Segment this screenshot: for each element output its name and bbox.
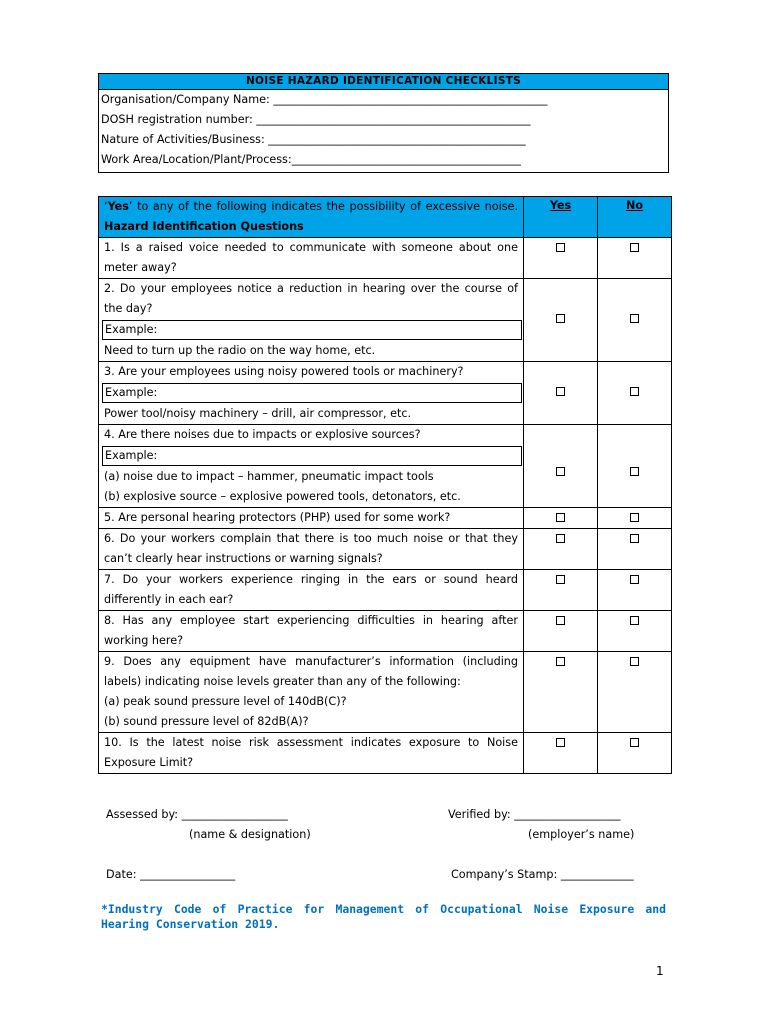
table-row	[99, 570, 672, 611]
assessed-by-caption: (name & designation)	[189, 828, 311, 841]
intro-bold-heading: Hazard Identification Questions	[104, 220, 304, 233]
q3-yes-checkbox[interactable]	[556, 387, 565, 396]
q4-no-checkbox[interactable]	[630, 467, 639, 476]
question-7: 7. Do your workers experience ringing in the ears or sound heard differently in each ear?	[99, 570, 524, 611]
checklist-title: NOISE HAZARD IDENTIFICATION CHECKLISTS	[99, 74, 668, 90]
date-field[interactable]: Date: _________________	[106, 868, 236, 881]
table-row	[99, 733, 672, 774]
hazard-questions-table	[98, 196, 672, 774]
q5-yes-checkbox[interactable]	[556, 513, 565, 522]
question-4-example-b: (b) explosive source – explosive powered tools, detonators, etc.	[104, 490, 461, 503]
table-row	[99, 611, 672, 652]
table-row	[99, 425, 672, 508]
verified-by-field[interactable]: Verified by: ___________________	[448, 808, 621, 821]
question-10: 10. Is the latest noise risk assessment indicates exposure to Noise Exposure Limit?	[99, 733, 524, 774]
question-1: 1. Is a raised voice needed to communicate with someone about one meter away?	[99, 238, 524, 279]
q4-yes-checkbox[interactable]	[556, 467, 565, 476]
q3-no-checkbox[interactable]	[630, 387, 639, 396]
q8-yes-checkbox[interactable]	[556, 616, 565, 625]
table-row	[99, 508, 672, 529]
q10-no-checkbox[interactable]	[630, 738, 639, 747]
dosh-registration-field[interactable]: DOSH registration number: _________________________________________________	[101, 113, 531, 126]
page-number: 1	[656, 964, 664, 978]
company-stamp-field[interactable]: Company’s Stamp: _____________	[451, 868, 634, 881]
q1-no-checkbox[interactable]	[630, 243, 639, 252]
q2-no-checkbox[interactable]	[630, 314, 639, 323]
question-2: 2. Do your employees notice a reduction in hearing over the course of the day?	[104, 282, 518, 315]
table-row	[99, 362, 672, 425]
table-row	[99, 279, 672, 362]
work-area-field[interactable]: Work Area/Location/Plant/Process:_________________________________________	[101, 153, 521, 166]
intro-cell	[99, 197, 524, 238]
organisation-name-field[interactable]: Organisation/Company Name: _________________________________________________	[101, 93, 548, 106]
q8-no-checkbox[interactable]	[630, 616, 639, 625]
question-8: 8. Has any employee start experiencing difficulties in hearing after working here?	[99, 611, 524, 652]
question-6: 6. Do your workers complain that there is too much noise or that they can’t clearly hear instructions or warning signals?	[99, 529, 524, 570]
nature-of-activities-field[interactable]: Nature of Activities/Business: ______________________________________________	[101, 133, 526, 146]
table-row	[99, 652, 672, 733]
question-9: 9. Does any equipment have manufacturer’s information (including labels) indicating noise levels greater than any of the following:	[104, 655, 518, 688]
intro-yes: Yes	[107, 200, 129, 213]
company-info-box	[98, 73, 669, 173]
question-3-example: Power tool/noisy machinery – drill, air compressor, etc.	[104, 407, 412, 420]
quote-open: ‘	[104, 200, 108, 213]
table-row	[99, 238, 672, 279]
question-3-cell	[99, 362, 524, 425]
yes-column-header: Yes	[524, 197, 598, 238]
question-3: 3. Are your employees using noisy powered tools or machinery?	[104, 365, 464, 378]
q1-yes-checkbox[interactable]	[556, 243, 565, 252]
example-box: Example:	[102, 320, 522, 340]
example-box: Example:	[102, 446, 522, 466]
intro-text: ’ to any of the following indicates the possibility of excessive noise.	[128, 200, 518, 213]
question-5: 5. Are personal hearing protectors (PHP) used for some work?	[99, 508, 524, 529]
q9-yes-checkbox[interactable]	[556, 657, 565, 666]
question-9-a: (a) peak sound pressure level of 140dB(C)?	[104, 695, 347, 708]
q2-yes-checkbox[interactable]	[556, 314, 565, 323]
assessed-by-field[interactable]: Assessed by: ___________________	[106, 808, 288, 821]
q5-no-checkbox[interactable]	[630, 513, 639, 522]
no-column-header: No	[598, 197, 672, 238]
question-9-b: (b) sound pressure level of 82dB(A)?	[104, 715, 309, 728]
question-4-cell	[99, 425, 524, 508]
table-row	[99, 529, 672, 570]
question-2-cell	[99, 279, 524, 362]
table-header-row	[99, 197, 672, 238]
q6-no-checkbox[interactable]	[630, 534, 639, 543]
q7-yes-checkbox[interactable]	[556, 575, 565, 584]
q10-yes-checkbox[interactable]	[556, 738, 565, 747]
q9-no-checkbox[interactable]	[630, 657, 639, 666]
question-4-example-a: (a) noise due to impact – hammer, pneumatic impact tools	[104, 470, 434, 483]
q6-yes-checkbox[interactable]	[556, 534, 565, 543]
verified-by-caption: (employer’s name)	[528, 828, 635, 841]
code-of-practice-note: *Industry Code of Practice for Management of Occupational Noise Exposure and Hearing Conservation 2019.	[101, 902, 666, 931]
question-2-example: Need to turn up the radio on the way home, etc.	[104, 344, 376, 357]
example-box: Example:	[102, 383, 522, 403]
question-4: 4. Are there noises due to impacts or explosive sources?	[104, 428, 421, 441]
q7-no-checkbox[interactable]	[630, 575, 639, 584]
question-9-cell	[99, 652, 524, 733]
